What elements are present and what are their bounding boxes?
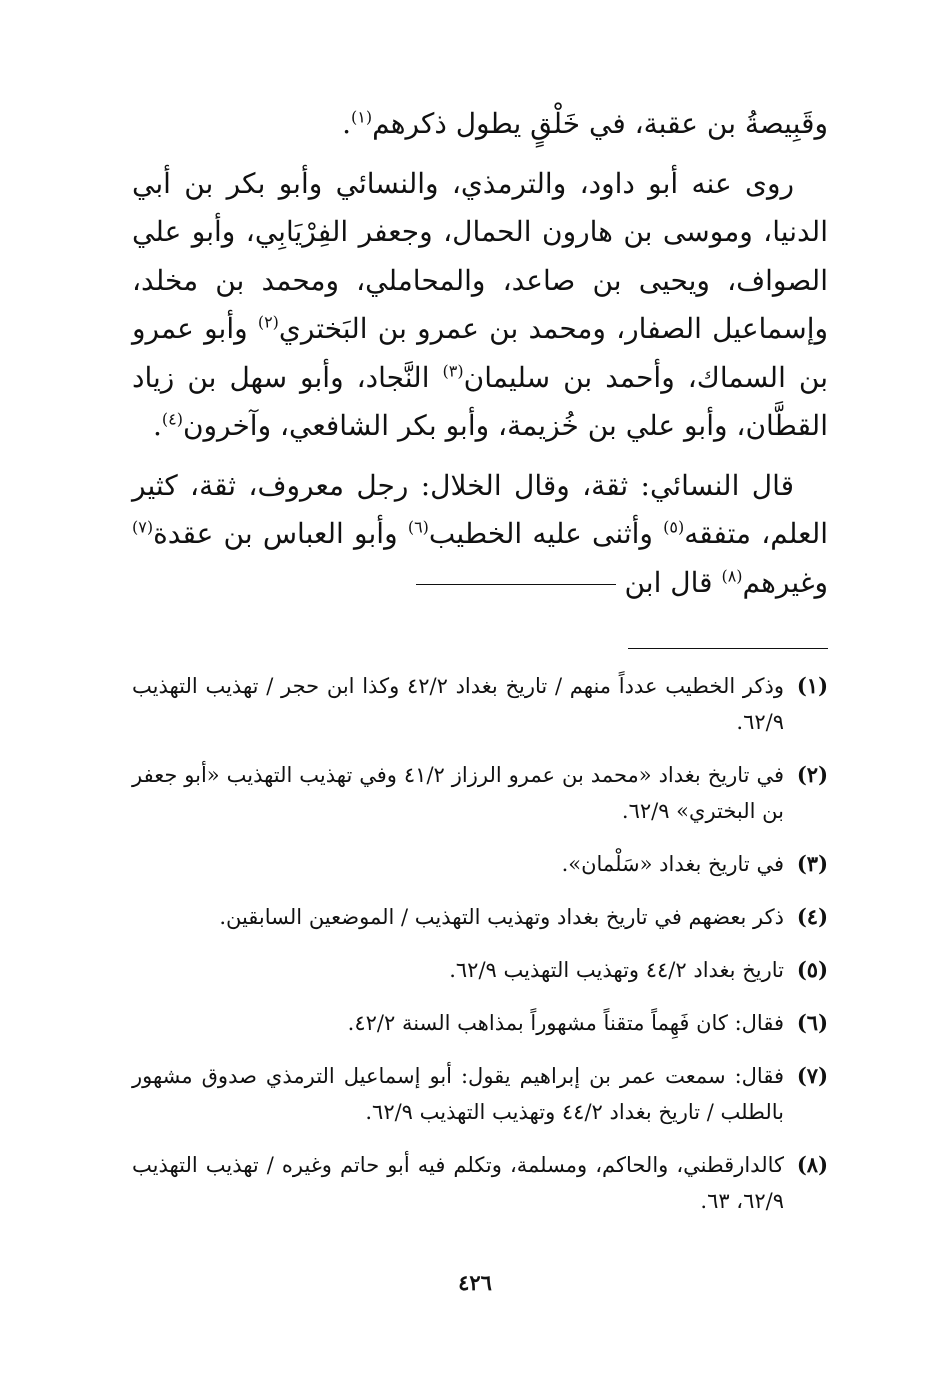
continuation-rule	[416, 584, 616, 585]
paragraph-3-text-b: وأثنى عليه الخطيب	[428, 517, 664, 550]
page-number: ٤٢٦	[458, 1270, 492, 1295]
footnote-ref-6[interactable]: (٦)	[407, 517, 429, 537]
footnote-number: (٣)	[796, 851, 828, 876]
footnote-number: (٦)	[796, 1010, 828, 1035]
footnote-text: في تاريخ بغداد «سَلْمان».	[561, 852, 784, 876]
footnote-text: فقال: كان فَهِماً متقناً مشهوراً بمذاهب السنة ٤٢/٢.	[347, 1011, 784, 1035]
footnote-text: كالدارقطني، والحاكم، ومسلمة، وتكلم فيه أبو حاتم وغيره / تهذيب التهذيب ٦٢/٩، ٦٣.	[132, 1153, 784, 1213]
footnote-ref-7[interactable]: (٧)	[132, 517, 154, 537]
footnote-5	[132, 952, 828, 988]
paragraph-2-text-b: وأبو عمرو بن السماك، وأحمد بن سليمان	[132, 312, 828, 394]
footnote-3	[132, 846, 828, 882]
footnote-7	[132, 1058, 828, 1130]
footnote-number: (٢)	[796, 762, 828, 787]
footnote-text: فقال: سمعت عمر بن إبراهيم يقول: أبو إسماعيل الترمذي صدوق مشهور بالطلب / تاريخ بغداد ٤٤/٢ وتهذيب التهذيب ٦٢/٩.	[132, 1064, 784, 1124]
footnotes	[132, 668, 828, 1236]
footnote-8	[132, 1147, 828, 1219]
footnote-2	[132, 757, 828, 829]
footnote-separator	[628, 648, 828, 649]
footnote-ref-5[interactable]: (٥)	[663, 517, 685, 537]
footnote-text: وذكر الخطيب عدداً منهم / تاريخ بغداد ٤٢/٢ وكذا ابن حجر / تهذيب التهذيب ٦٢/٩.	[132, 674, 784, 734]
paragraph-1	[132, 100, 828, 149]
footnote-6	[132, 1005, 828, 1041]
footnote-text: في تاريخ بغداد «محمد بن عمرو الرزاز ٤١/٢ وفي تهذيب التهذيب «أبو جعفر بن البختري» ٦٢/٩.	[132, 763, 784, 823]
paragraph-3	[132, 462, 828, 608]
paragraph-3-text-e: قال ابن	[624, 565, 722, 599]
paragraph-2-end: .	[152, 409, 162, 442]
footnote-number: (٥)	[796, 957, 828, 982]
paragraph-1-end: .	[342, 107, 352, 140]
footnote-number: (٤)	[796, 904, 828, 929]
footnote-1	[132, 668, 828, 740]
paragraph-2	[132, 160, 828, 451]
footnote-ref-2[interactable]: (٢)	[257, 312, 279, 332]
main-text	[132, 100, 828, 618]
paragraph-2-text-a: روى عنه أبو داود، والترمذي، والنسائي وأبو بكر بن أبي الدنيا، وموسى بن هارون الحمال، وجعفر الفِرْيَابِي، وأبو علي الصواف، ويحيى بن صاعد، والمحاملي، ومحمد بن مخلد، وإسماعيل الصفار، ومحمد بن عمرو بن البَختري	[132, 166, 828, 345]
paragraph-3-text-a: قال النسائي: ثقة، وقال الخلال: رجل معروف، ثقة، كثير العلم، متفقه	[132, 468, 829, 550]
footnote-ref-8[interactable]: (٨)	[721, 566, 743, 586]
footnote-ref-3[interactable]: (٣)	[442, 361, 464, 381]
footnote-ref-4[interactable]: (٤)	[161, 409, 183, 429]
footnote-text: تاريخ بغداد ٤٤/٢ وتهذيب التهذيب ٦٢/٩.	[449, 958, 784, 982]
footnote-ref-1[interactable]: (١)	[351, 107, 373, 127]
paragraph-2-text-c: النَّجاد، وأبو سهل بن زياد القطَّان، وأبو علي بن خُزيمة، وأبو بكر الشافعي، وآخرون	[132, 360, 828, 442]
paragraph-3-text-c: وأبو العباس بن عقدة	[153, 517, 408, 550]
footnote-text: ذكر بعضهم في تاريخ بغداد وتهذيب التهذيب / الموضعين السابقين.	[219, 905, 784, 929]
footnote-number: (٨)	[796, 1152, 828, 1177]
paragraph-1-text: وقَبِيصةُ بن عقبة، في خَلْقٍ يطول ذكرهم	[372, 107, 828, 140]
paragraph-3-text-d: وغيرهم	[742, 565, 828, 599]
footnote-4	[132, 899, 828, 935]
footnote-number: (٧)	[796, 1063, 828, 1088]
footnote-number: (١)	[796, 673, 828, 698]
